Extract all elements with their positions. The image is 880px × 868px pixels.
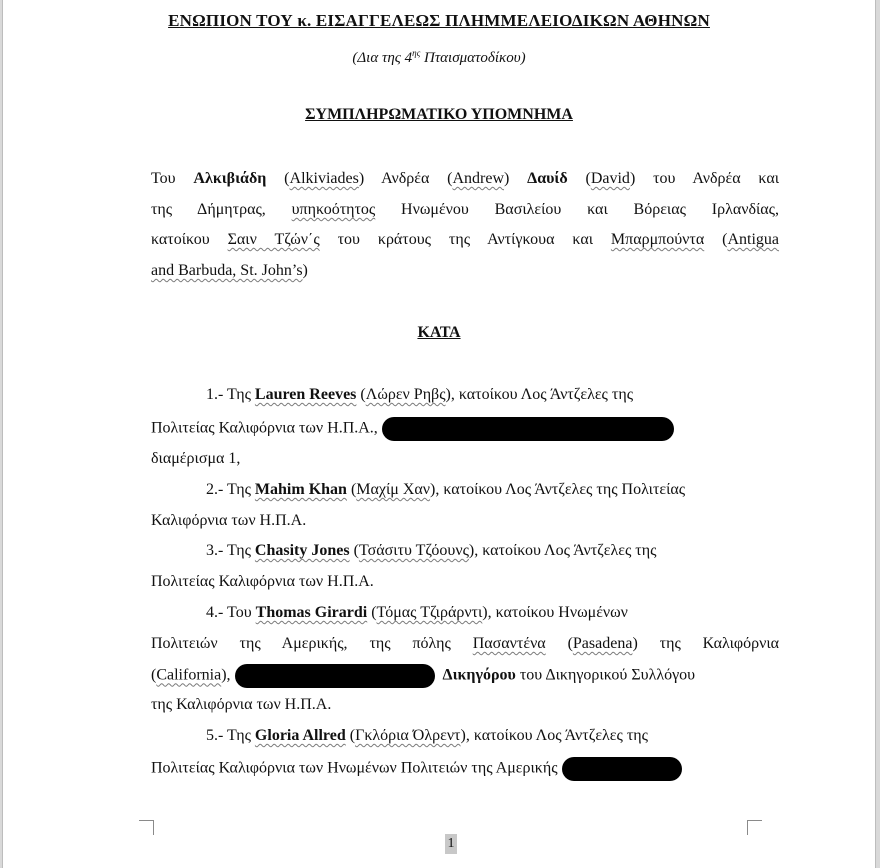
margin-corner-left xyxy=(139,820,154,835)
kata-heading: ΚΑΤΑ xyxy=(417,324,461,341)
item-1-line-1: 1.- Της Lauren Reeves (Λώρεν Ρηβς), κατοίκου Λος Άντζελες της xyxy=(206,386,634,403)
document-title: ΣΥΜΠΛΗΡΩΜΑΤΙΚΟ ΥΠΟΜΝΗΜΑ xyxy=(305,106,573,123)
item-2-line-1: 2.- Της Mahim Khan (Μαχίμ Χαν), κατοίκου Λος Άντζελες της Πολιτείας xyxy=(206,481,686,498)
item-1-line-3: διαμέρισμα 1, xyxy=(151,450,241,467)
court-heading: ΕΝΩΠΙΟΝ ΤΟΥ κ. ΕΙΣΑΓΓΕΛΕΩΣ ΠΛΗΜΜΕΛΕΙΟΔΙΚΩΝ ΑΘΗΝΩΝ xyxy=(168,11,710,30)
court-subheading: (Δια της $4^{\eta\varsigma}$ Πταισματοδίκου) xyxy=(352,48,526,66)
item-5-line-2: Πολιτείας Καλιφόρνια των Ηνωμένων Πολιτειών της Αμερικής xyxy=(151,757,779,781)
item-1-line-2: Πολιτείας Καλιφόρνια των Η.Π.Α., xyxy=(151,417,779,441)
redaction-mark xyxy=(382,417,674,441)
item-3-line-1: 3.- Της Chasity Jones (Τσάσιτυ Τζόουνς), κατοίκου Λος Άντζελες της xyxy=(206,542,657,559)
page-number: 1 xyxy=(445,834,457,854)
item-2-line-2: Καλιφόρνια των Η.Π.Α. xyxy=(151,512,307,529)
redaction-mark xyxy=(562,757,682,781)
item-4-line-4: της Καλιφόρνια των Η.Π.Α. xyxy=(151,696,332,713)
item-3-line-2: Πολιτείας Καλιφόρνια των Η.Π.Α. xyxy=(151,573,374,590)
intro-line-4: and Barbuda, St. John’s) xyxy=(151,262,308,279)
intro-line-2: της Δήμητρας, υπηκοότητος Ηνωμένου Βασιλείου και Βόρειας Ιρλανδίας, xyxy=(151,201,780,218)
margin-corner-right xyxy=(747,820,762,835)
item-4-line-1: 4.- Του Thomas Girardi (Τόμας Τζιράρντι), κατοίκου Ηνωμένων xyxy=(206,604,628,621)
document-page xyxy=(2,0,876,868)
intro-line-3: κατοίκου Σαιν Τζών΄ς του κράτους της Αντίγκουα και Μπαρμπούντα (Antigua xyxy=(151,231,780,248)
item-4-line-3: (California), Δικηγόρου του Δικηγορικού Συλλόγου xyxy=(151,664,779,688)
item-4-line-2: Πολιτειών της Αμερικής, της πόλης Πασαντένα (Pasadena) της Καλιφόρνια xyxy=(151,635,780,652)
intro-line-1: Του Αλκιβιάδη (Alkiviades) Ανδρέα (Andrew) Δαυίδ (David) του Ανδρέα και xyxy=(151,170,780,187)
item-5-line-1: 5.- Της Gloria Allred (Γκλόρια Όλρεντ), κατοίκου Λος Άντζελες της xyxy=(206,727,648,744)
redaction-mark xyxy=(235,664,435,688)
